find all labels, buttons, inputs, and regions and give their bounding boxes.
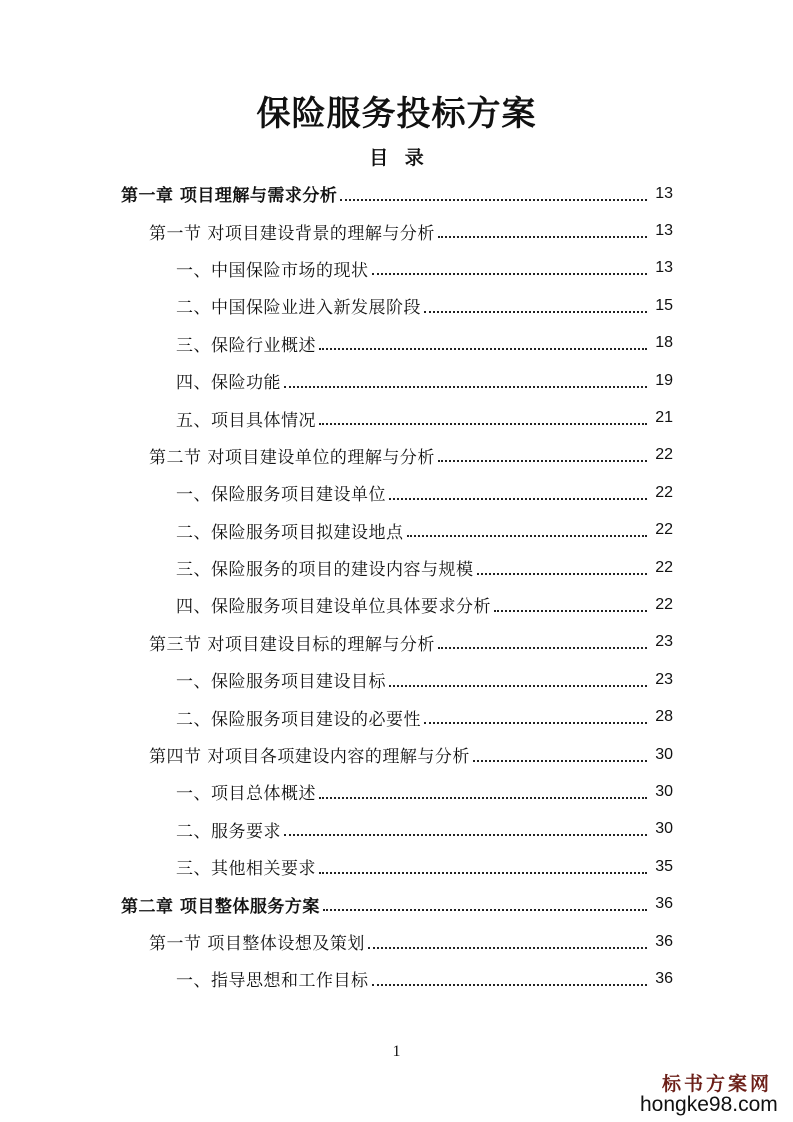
toc-entry[interactable] [0,474,793,511]
toc-entry-title: 二、保险服务项目建设的必要性 [176,709,421,730]
toc-entry-title: 三、其他相关要求 [176,859,316,880]
toc-dot-leader [407,535,648,537]
toc-dot-leader [477,573,648,575]
table-of-contents [0,175,793,998]
toc-dot-leader [389,685,647,687]
document-title: 保险服务投标方案 [256,94,537,134]
toc-dot-leader [438,647,647,649]
toc-entry[interactable] [0,848,793,885]
toc-entry-page: 22 [655,558,673,576]
toc-dot-leader [494,610,647,612]
toc-entry-page: 21 [655,409,673,427]
toc-dot-leader [284,386,647,388]
toc-entry-title: 一、项目总体概述 [176,784,316,805]
toc-entry-page: 19 [655,371,673,389]
toc-entry-page: 30 [655,782,673,800]
toc-entry-title: 四、保险功能 [176,373,281,394]
toc-entry-page: 36 [655,932,673,950]
toc-entry-title: 四、保险服务项目建设单位具体要求分析 [176,597,491,618]
toc-entry-title: 一、保险服务项目建设目标 [176,672,386,693]
toc-entry-page: 30 [655,820,673,838]
toc-entry-title: 二、中国保险业进入新发展阶段 [176,298,421,319]
toc-dot-leader [424,311,647,313]
toc-entry[interactable] [0,287,793,324]
toc-entry-title: 三、保险服务的项目的建设内容与规模 [176,560,474,581]
toc-entry-title: 第一节 项目整体设想及策划 [149,934,365,954]
toc-entry-page: 23 [655,633,673,651]
toc-dot-leader [473,760,647,762]
toc-dot-leader [372,984,648,986]
toc-entry[interactable] [0,325,793,362]
toc-entry-title: 第一节 对项目建设背景的理解与分析 [149,223,435,244]
toc-entry-title: 三、保险行业概述 [176,335,316,356]
toc-entry-page: 22 [655,521,673,539]
toc-entry-title: 一、中国保险市场的现状 [176,260,369,281]
toc-entry[interactable] [0,212,793,249]
toc-entry-page: 13 [655,184,673,202]
toc-dot-leader [372,273,648,275]
toc-entry-title: 一、指导思想和工作目标 [176,971,369,992]
toc-entry-title: 第二节 对项目建设单位的理解与分析 [149,447,435,468]
toc-entry-title: 第三节 对项目建设目标的理解与分析 [149,634,435,655]
toc-entry[interactable] [0,736,793,773]
toc-dot-leader [368,947,647,949]
toc-entry[interactable] [0,923,793,960]
toc-entry-page: 22 [655,595,673,613]
toc-entry-page: 13 [655,222,673,240]
toc-entry[interactable] [0,362,793,399]
toc-entry[interactable] [0,698,793,735]
toc-entry[interactable] [0,624,793,661]
toc-entry[interactable] [0,661,793,698]
toc-entry-title: 第一章 项目理解与需求分析 [121,186,338,207]
toc-entry-page: 35 [655,857,673,875]
toc-entry-title: 第四节 对项目各项建设内容的理解与分析 [149,747,470,768]
toc-dot-leader [323,909,647,911]
toc-dot-leader [319,797,647,799]
toc-entry[interactable] [0,586,793,623]
toc-entry[interactable] [0,811,793,848]
toc-entry-title: 一、保险服务项目建设单位 [176,485,386,506]
toc-entry[interactable] [0,399,793,436]
toc-entry[interactable] [0,960,793,997]
toc-entry-page: 22 [655,446,673,464]
toc-entry-page: 15 [655,296,673,314]
toc-entry[interactable] [0,175,793,212]
toc-entry-page: 13 [655,259,673,277]
toc-dot-leader [319,423,647,425]
toc-entry[interactable] [0,250,793,287]
toc-entry-title: 二、服务要求 [176,821,281,842]
watermark-url: hongke98.com [640,1093,778,1116]
toc-entry-title: 二、保险服务项目拟建设地点 [176,522,404,543]
toc-entry-title: 五、项目具体情况 [176,410,316,431]
toc-dot-leader [340,199,647,201]
toc-entry[interactable] [0,437,793,474]
toc-entry[interactable] [0,512,793,549]
page-number: 1 [392,1043,401,1060]
toc-entry[interactable] [0,773,793,810]
toc-dot-leader [319,872,647,874]
toc-entry-page: 22 [655,483,673,501]
toc-entry[interactable] [0,549,793,586]
toc-dot-leader [284,834,647,836]
toc-entry-page: 23 [655,670,673,688]
toc-entry-page: 30 [655,745,673,763]
toc-entry-title: 第二章 项目整体服务方案 [121,896,320,917]
toc-dot-leader [389,498,647,500]
toc-dot-leader [424,722,647,724]
toc-entry-page: 36 [655,895,673,913]
toc-entry-page: 18 [655,334,673,352]
watermark-name: 标书方案网 [662,1073,773,1095]
toc-heading: 目 录 [369,147,424,169]
toc-entry[interactable] [0,885,793,922]
toc-dot-leader [319,348,647,350]
toc-dot-leader [438,236,647,238]
toc-entry-page: 28 [655,708,673,726]
toc-entry-page: 36 [655,969,673,987]
toc-dot-leader [438,460,647,462]
